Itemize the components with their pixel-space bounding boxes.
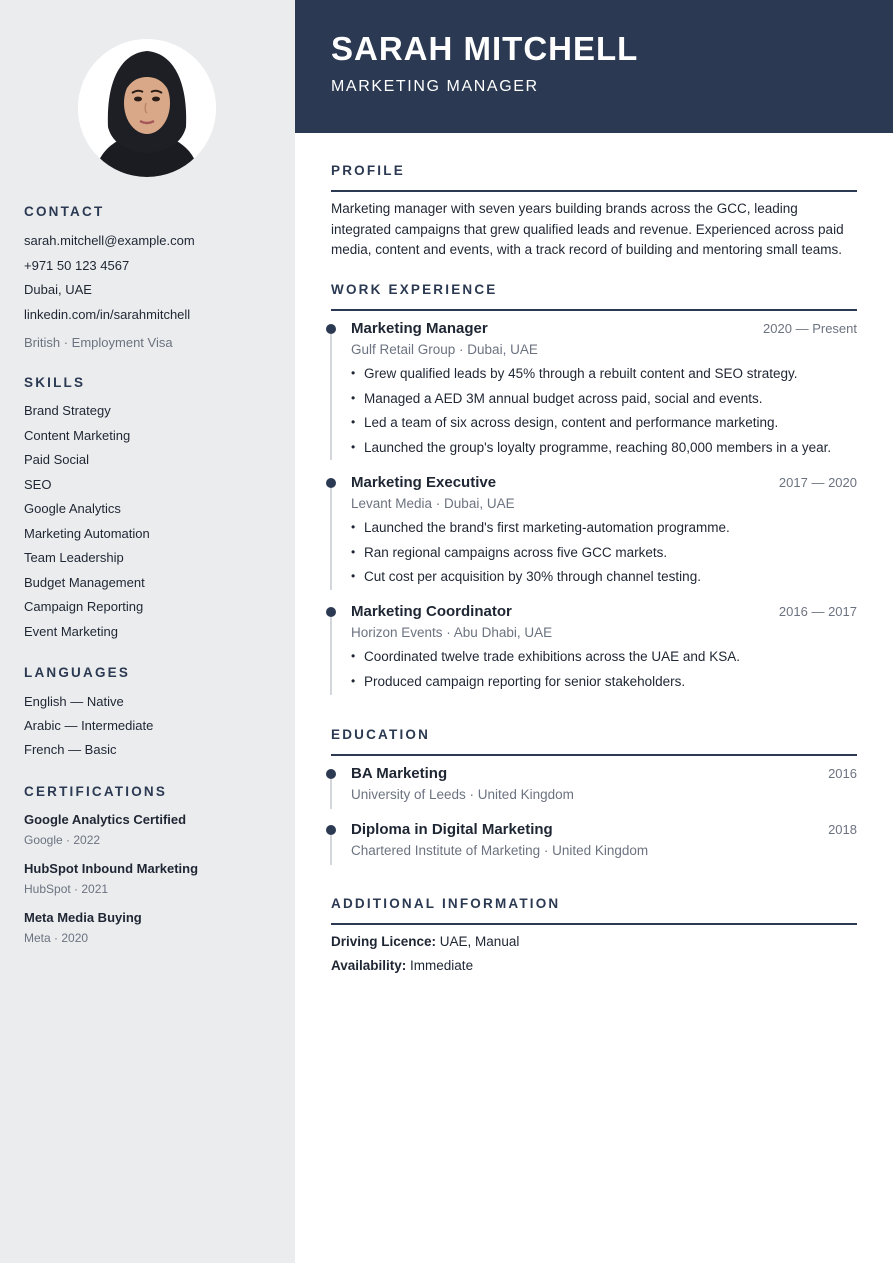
timeline-line (330, 779, 332, 809)
experience-divider (331, 309, 857, 311)
cert-item (24, 812, 198, 861)
cert-name: Meta Media Buying (24, 910, 142, 925)
timeline-dot (326, 478, 336, 488)
skill-item: Google Analytics (24, 501, 121, 516)
profile-photo (78, 39, 216, 177)
cert-name: HubSpot Inbound Marketing (24, 861, 199, 876)
cert-name: Google Analytics Certified (24, 812, 187, 827)
certifications-heading: CERTIFICATIONS (24, 784, 168, 799)
education-heading: EDUCATION (331, 727, 431, 742)
job-dates: 2020 — Present (763, 321, 857, 336)
timeline-line (330, 617, 332, 695)
skill-item: Budget Management (24, 574, 145, 590)
skill-item: Content Marketing (24, 427, 131, 443)
job-bullets (351, 365, 831, 463)
profile-heading: PROFILE (331, 163, 405, 178)
job-org: Horizon Events · Abu Dhabi, UAE (351, 625, 553, 640)
licence-row (331, 934, 519, 949)
job-org: Gulf Retail Group · Dubai, UAE (351, 342, 538, 357)
timeline-dot (326, 769, 336, 779)
job-bullet: • Managed a AED 3M annual budget across paid, social and events. (351, 390, 831, 415)
degree-year: 2018 (828, 822, 857, 837)
timeline-dot (326, 324, 336, 334)
cert-item (24, 861, 198, 910)
contact-phone[interactable]: +971 50 123 4567 (24, 257, 130, 273)
job-bullet: • Cut cost per acquisition by 30% through channel testing. (351, 568, 730, 593)
language-item: Arabic — Intermediate (24, 718, 154, 733)
degree-school: University of Leeds · United Kingdom (351, 787, 574, 802)
additional-divider (331, 923, 857, 925)
degree-school: Chartered Institute of Marketing · United Kingdom (351, 843, 649, 858)
skill-item: SEO (24, 476, 52, 492)
job-role: Marketing Coordinator (351, 603, 512, 620)
candidate-name: SARAH MITCHELL (331, 30, 639, 67)
timeline-line (330, 334, 332, 460)
contact-heading: CONTACT (24, 204, 105, 219)
certifications-list (24, 812, 198, 959)
additional-heading: ADDITIONAL INFORMATION (331, 896, 561, 911)
skills-heading: SKILLS (24, 375, 86, 390)
skill-item: Brand Strategy (24, 403, 111, 418)
timeline-dot (326, 825, 336, 835)
language-item: French — Basic (24, 742, 117, 757)
header-banner (295, 0, 893, 133)
profile-divider (331, 190, 857, 192)
job-bullet: • Coordinated twelve trade exhibitions across the UAE and KSA. (351, 648, 740, 673)
contact-linkedin[interactable]: linkedin.com/in/sarahmitchell (24, 306, 191, 322)
job-bullet: • Grew qualified leads by 45% through a rebuilt content and SEO strategy. (351, 365, 831, 390)
languages-list (24, 694, 153, 766)
skill-item: Event Marketing (24, 623, 118, 639)
candidate-title: MARKETING MANAGER (331, 78, 539, 95)
degree-name: BA Marketing (351, 765, 448, 782)
experience-heading: WORK EXPERIENCE (331, 282, 498, 297)
contact-location: Dubai, UAE (24, 282, 92, 297)
skill-item: Marketing Automation (24, 525, 150, 541)
job-bullets (351, 648, 740, 697)
licence-label: Driving Licence: (331, 934, 437, 949)
degree-name: Diploma in Digital Marketing (351, 821, 553, 838)
timeline-line (330, 488, 332, 590)
job-dates: 2017 — 2020 (778, 475, 857, 490)
contact-nationality: British · Employment Visa (24, 335, 173, 350)
skills-list (24, 403, 150, 648)
contact-list (24, 233, 195, 360)
cert-meta: Meta · 2020 (24, 931, 89, 945)
job-role: Marketing Executive (351, 474, 497, 491)
job-org: Levant Media · Dubai, UAE (351, 496, 515, 511)
cert-meta: HubSpot · 2021 (24, 882, 109, 896)
availability-label: Availability: (331, 958, 407, 973)
education-divider (331, 754, 857, 756)
timeline-dot (326, 607, 336, 617)
language-item: English — Native (24, 694, 124, 709)
cert-meta: Google · 2022 (24, 833, 101, 847)
job-bullet: • Produced campaign reporting for senior stakeholders. (351, 673, 740, 698)
profile-summary: Marketing manager with seven years building brands across the GCC, leading integrated campaigns that grew qualified leads and revenue. Experienced across paid media, content and events, with a track record of building and mentoring small teams. (331, 201, 844, 257)
licence-value: UAE, Manual (439, 934, 520, 949)
job-role: Marketing Manager (351, 320, 488, 337)
avatar-illustration (78, 39, 216, 177)
job-bullet: • Launched the group's loyalty programme, reaching 80,000 members in a year. (351, 439, 831, 464)
cert-item (24, 910, 198, 959)
contact-email[interactable]: sarah.mitchell@example.com (24, 233, 195, 248)
skill-item: Campaign Reporting (24, 599, 144, 614)
job-dates: 2016 — 2017 (778, 604, 857, 619)
skill-item: Paid Social (24, 452, 90, 467)
job-bullet: • Ran regional campaigns across five GCC markets. (351, 544, 730, 569)
availability-row (331, 958, 473, 973)
job-bullet: • Led a team of six across design, content and performance marketing. (351, 414, 831, 439)
job-bullet: • Launched the brand's first marketing-automation programme. (351, 519, 730, 544)
degree-year: 2016 (828, 766, 857, 781)
availability-value: Immediate (410, 958, 474, 973)
skill-item: Team Leadership (24, 550, 124, 565)
languages-heading: LANGUAGES (24, 665, 131, 680)
timeline-line (330, 835, 332, 865)
job-bullets (351, 519, 730, 593)
